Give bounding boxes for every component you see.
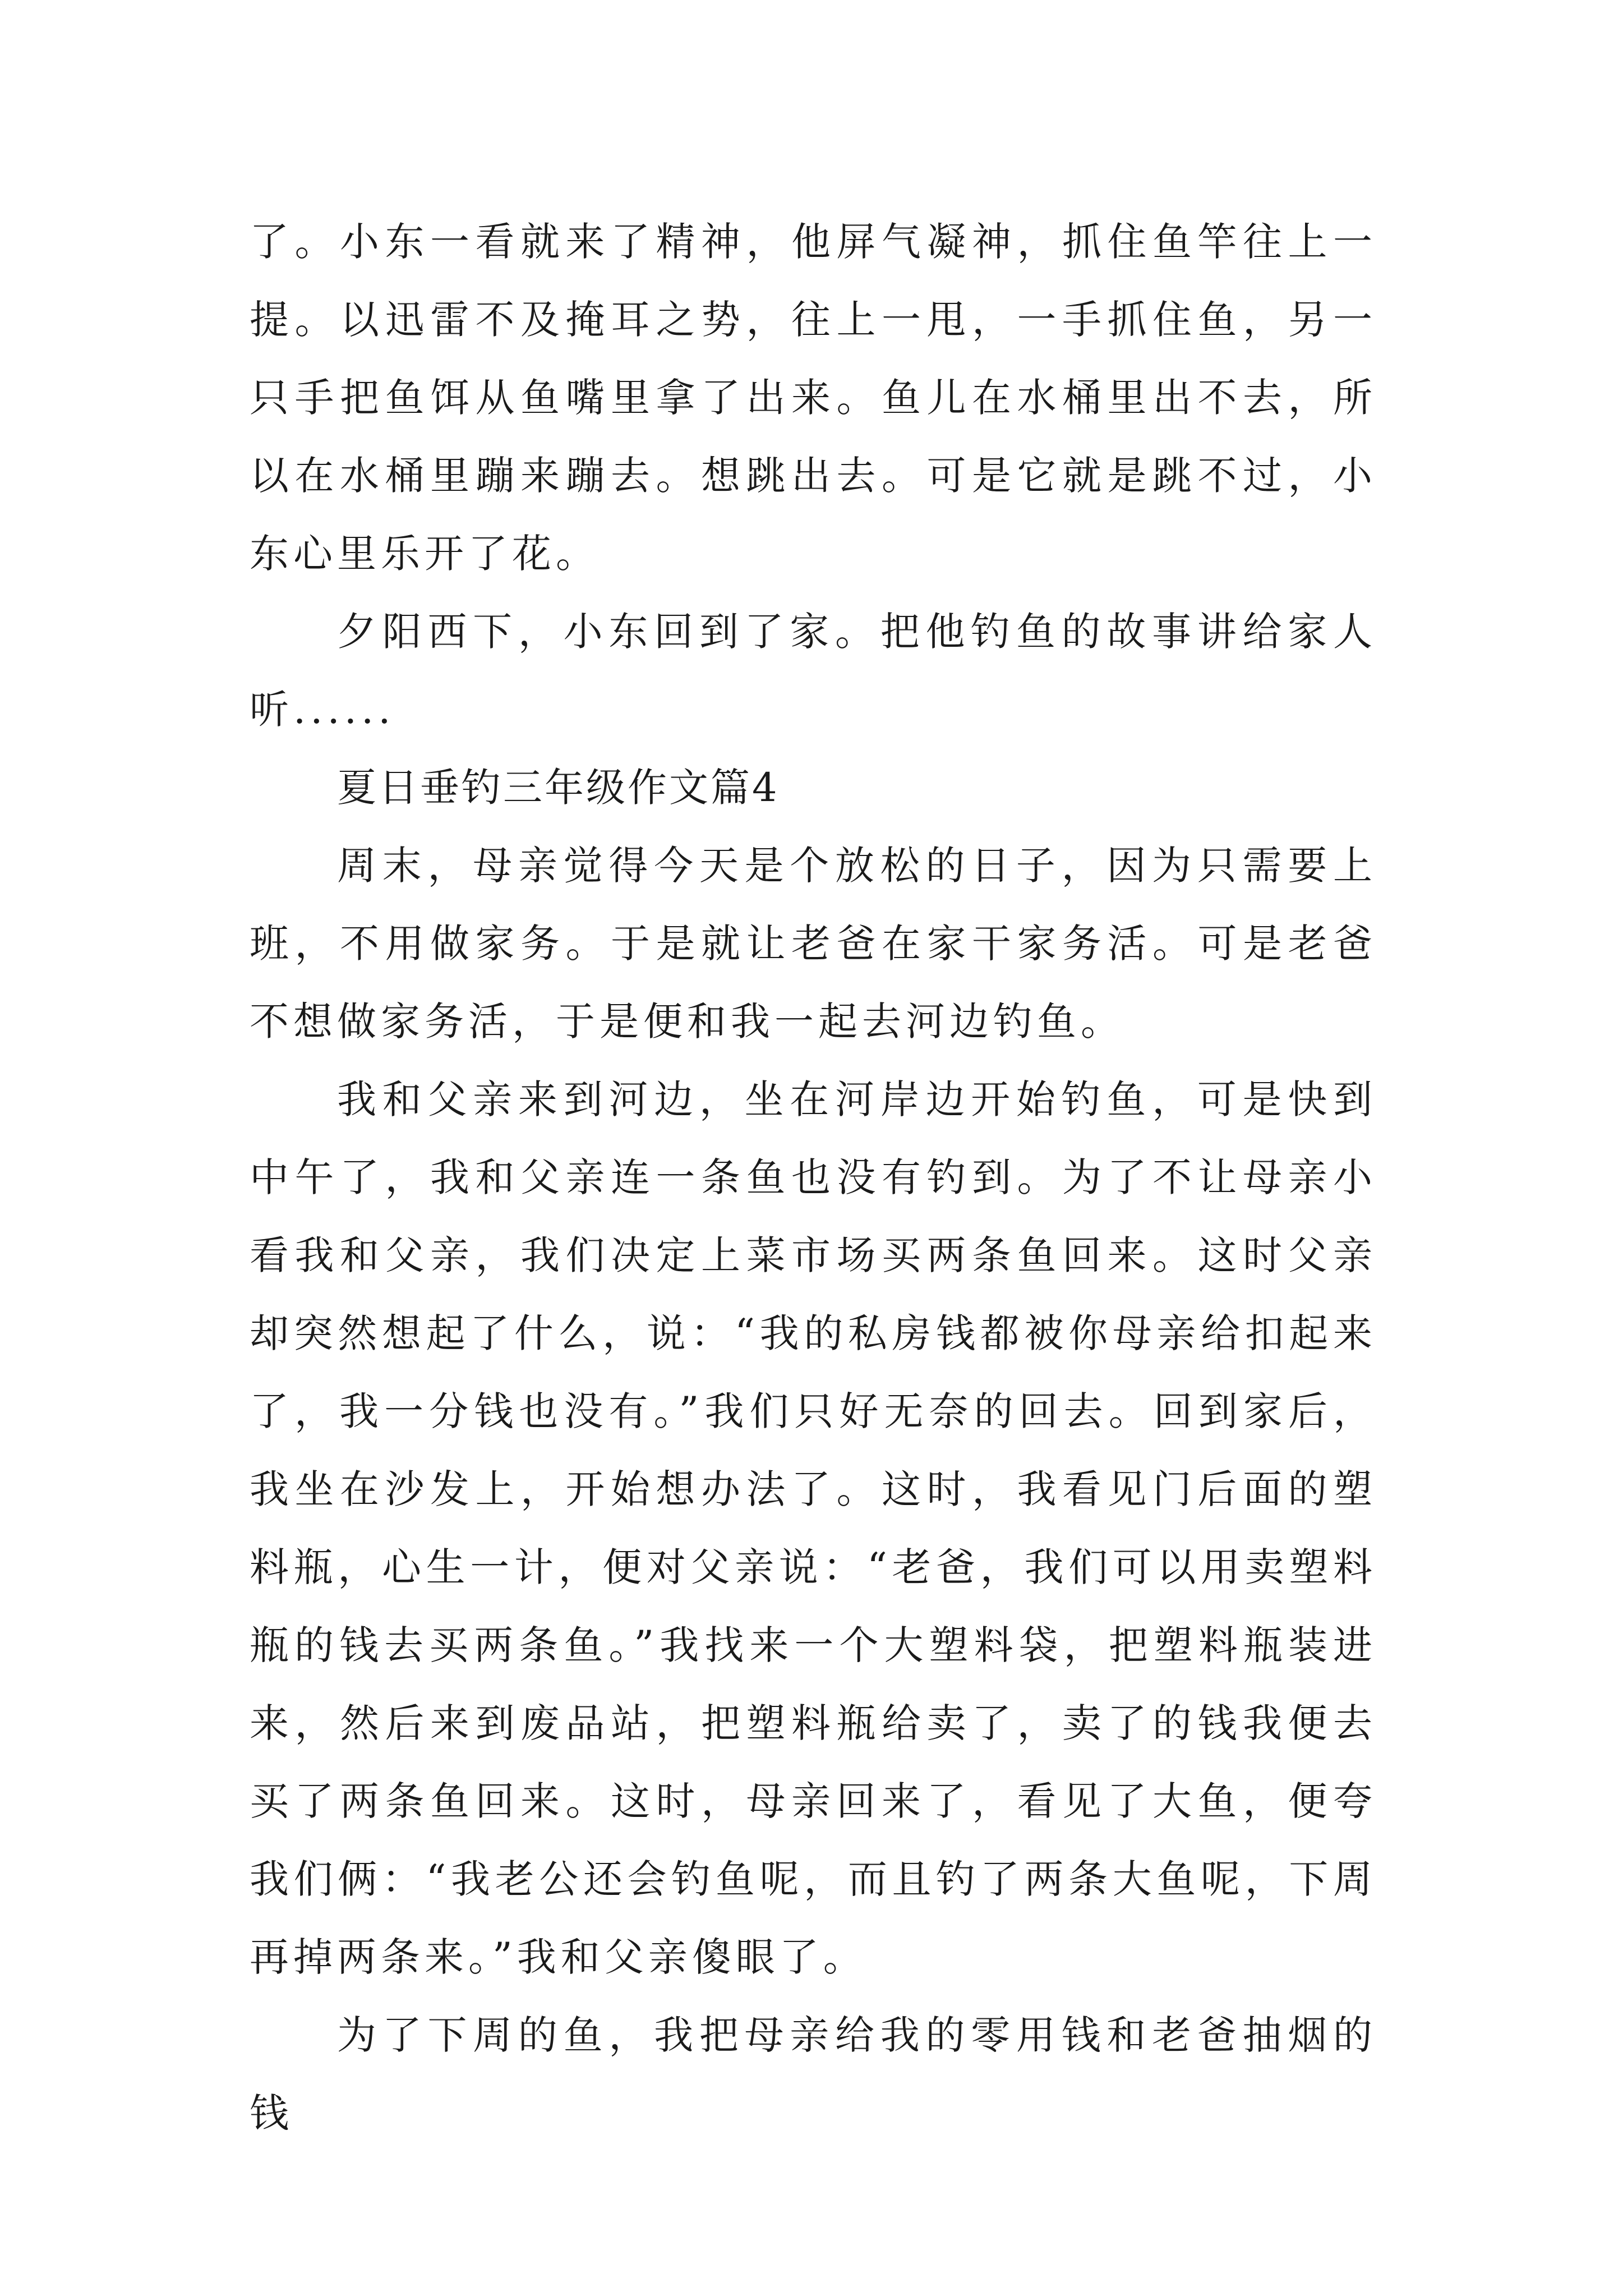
paragraph-next-week: 为了下周的鱼，我把母亲给我的零用钱和老爸抽烟的钱 xyxy=(250,2012,1377,2136)
essay-body xyxy=(250,203,1377,2152)
paragraph-fishing-catch: 了。小东一看就来了精神，他屏气凝神，抓住鱼竿往上一提。以迅雷不及掩耳之势，往上一甩，一手抓住鱼，另一只手把鱼饵从鱼嘴里拿了出来。鱼儿在水桶里出不去，所以在水桶里蹦来蹦去。想跳出去。可是它就是跳不过，小东心里乐开了花。 xyxy=(250,219,1377,577)
essay-title-part4: 夏日垂钓三年级作文篇4 xyxy=(337,765,780,811)
paragraph-sunset-home: 夕阳西下，小东回到了家。把他钓鱼的故事讲给家人听...... xyxy=(250,609,1377,733)
paragraph-weekend: 周末，母亲觉得今天是个放松的日子，因为只需要上班，不用做家务。于是就让老爸在家干家务活。可是老爸不想做家务活，于是便和我一起去河边钓鱼。 xyxy=(250,843,1377,1045)
paragraph-riverside: 我和父亲来到河边，坐在河岸边开始钓鱼，可是快到中午了，我和父亲连一条鱼也没有钓到。为了不让母亲小看我和父亲，我们决定上菜市场买两条鱼回来。这时父亲却突然想起了什么，说：“我的私房钱都被你母亲给扣起来了，我一分钱也没有。”我们只好无奈的回去。回到家后，我坐在沙发上，开始想办法了。这时，我看见门后面的塑料瓶，心生一计，便对父亲说：“老爸，我们可以用卖塑料瓶的钱去买两条鱼。”我找来一个大塑料袋，把塑料瓶装进来，然后来到废品站，把塑料瓶给卖了，卖了的钱我便去买了两条鱼回来。这时，母亲回来了，看见了大鱼，便夸我们俩：“我老公还会钓鱼呢，而且钓了两条大鱼呢，下周再掉两条来。”我和父亲傻眼了。 xyxy=(250,1076,1377,1980)
